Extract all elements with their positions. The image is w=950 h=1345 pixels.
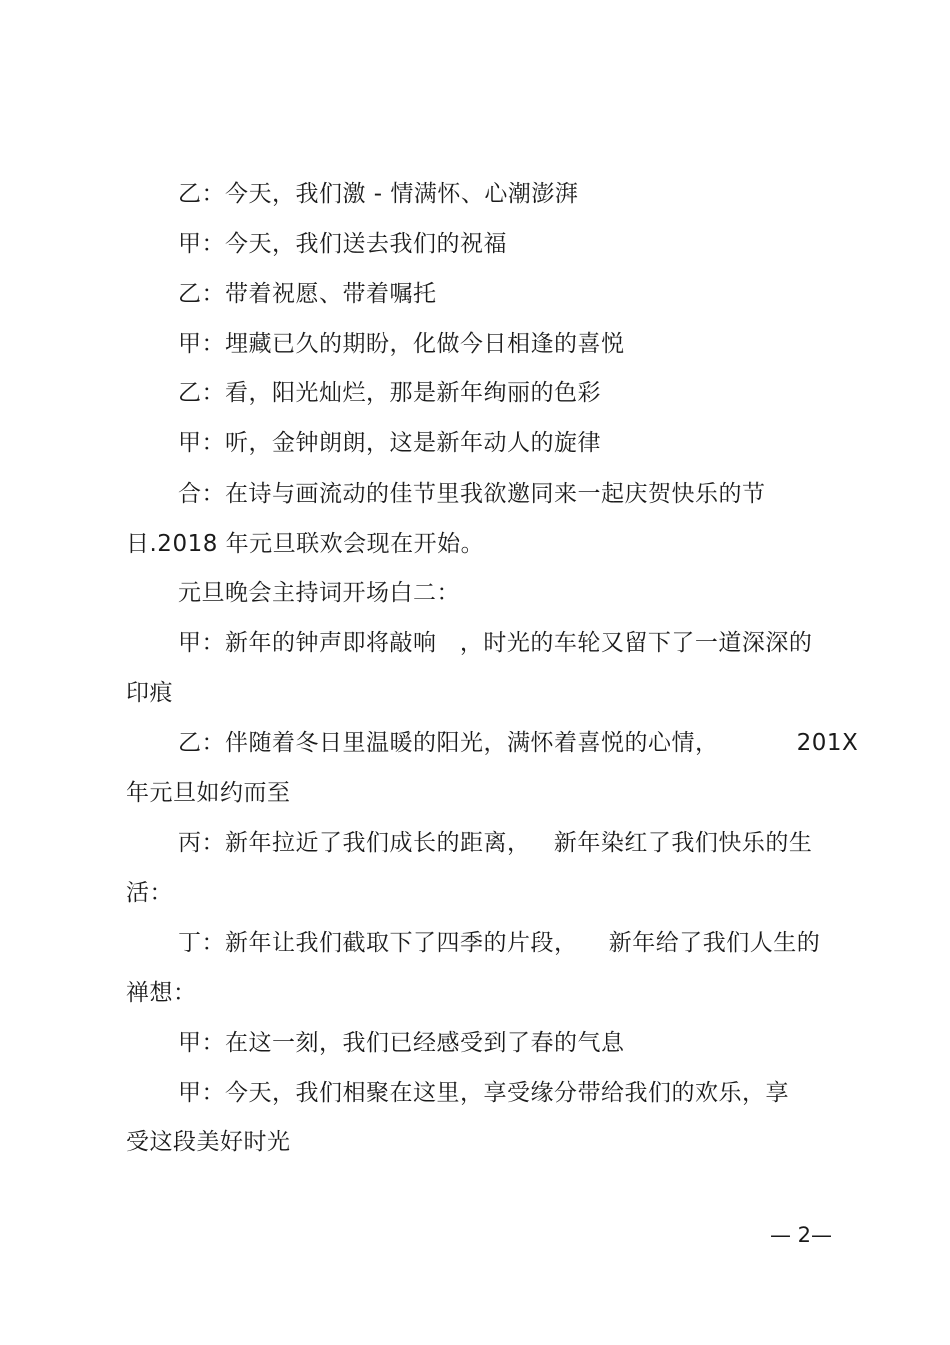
text-line: 合：在诗与画流动的佳节里我欲邀同来一起庆贺快乐的节 xyxy=(178,481,766,507)
text-line: 元旦晚会主持词开场白二： xyxy=(178,580,460,606)
text-line: 乙：带着祝愿、带着嘱托 xyxy=(178,281,437,307)
text-line: 乙：今天，我们激 - 情满怀、心潮澎湃 xyxy=(178,181,579,207)
text-line: 甲：新年的钟声即将敲响 ，时光的车轮又留下了一道深深的 xyxy=(178,630,813,656)
text-line: 乙：伴随着冬日里温暖的阳光，满怀着喜悦的心情， 201X xyxy=(178,730,859,756)
text-line: 甲：听，金钟朗朗，这是新年动人的旋律 xyxy=(178,430,601,456)
text-line: 活： xyxy=(126,880,173,906)
text-line: 甲：今天，我们送去我们的祝福 xyxy=(178,231,507,257)
text-line: 乙：看，阳光灿烂，那是新年绚丽的色彩 xyxy=(178,380,601,406)
text-line: 丁：新年让我们截取下了四季的片段， 新年给了我们人生的 xyxy=(178,930,821,956)
text-line: 印痕 xyxy=(126,680,173,706)
text-line: 日.2018 年元旦联欢会现在开始。 xyxy=(126,531,485,557)
text-line: 甲：在这一刻，我们已经感受到了春的气息 xyxy=(178,1030,625,1056)
text-line: 年元旦如约而至 xyxy=(126,780,291,806)
text-line: 甲：埋藏已久的期盼，化做今日相逢的喜悦 xyxy=(178,331,625,357)
page-number: — 2— xyxy=(769,1223,832,1247)
text-line: 禅想： xyxy=(126,980,197,1006)
text-line: 甲：今天，我们相聚在这里，享受缘分带给我们的欢乐，享 xyxy=(178,1080,789,1106)
text-line: 丙：新年拉近了我们成长的距离， 新年染红了我们快乐的生 xyxy=(178,830,813,856)
text-line: 受这段美好时光 xyxy=(126,1129,291,1155)
